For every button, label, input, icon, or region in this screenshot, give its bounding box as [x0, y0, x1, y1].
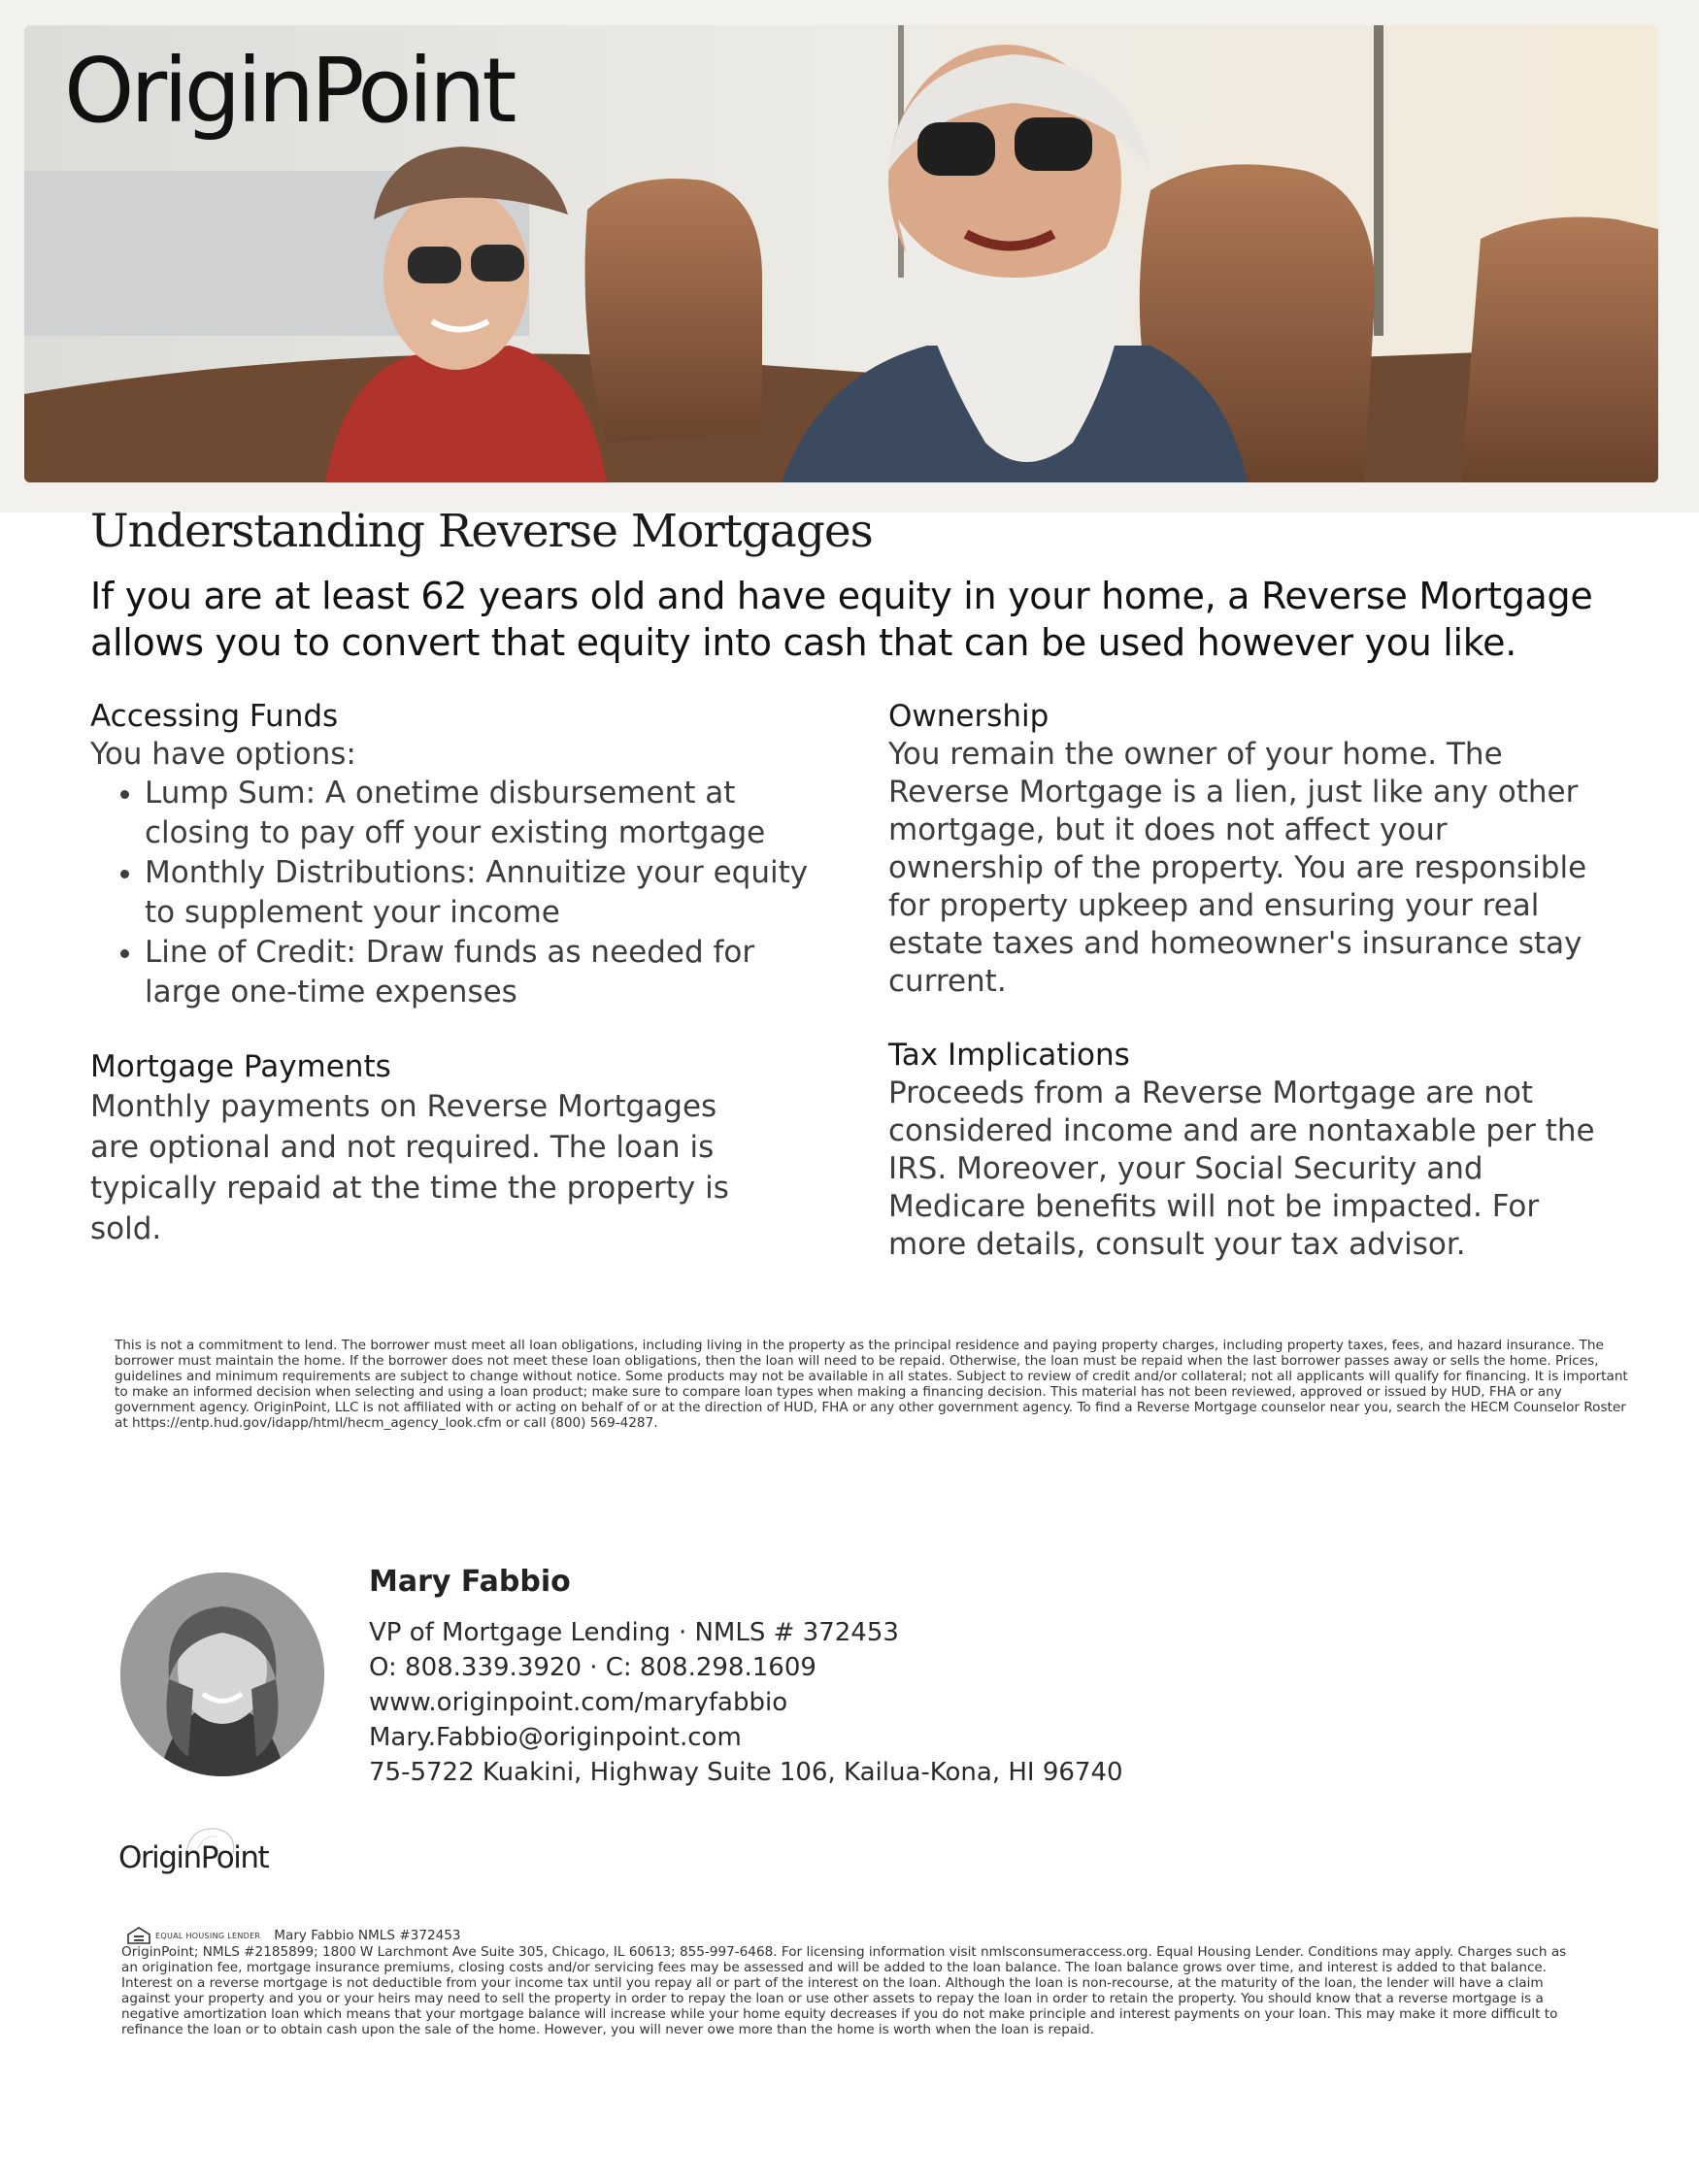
ownership-body: You remain the owner of your home. The Reverse Mortgage is a lien, just like any other mortgage, but it does not affect your ownership of the property. You are responsible for property upkeep and ensuring your real estate taxes and homeowner's insurance stay current.: [888, 737, 1587, 999]
disclaimer-text: This is not a commitment to lend. The borrower must meet all loan obligations, including living in the property as the principal residence and paying property charges, including property taxes, fees, and hazard insurance. The borrower must maintain the home. If the borrower does not meet these loan obligations, then the loan will need to be repaid. Otherwise, the loan must be repaid when the last borrower passes away or sells the home. Prices, guidelines and minimum requirements are subject to change without notice. Some products may not be available in all states. Subject to review of credit and/or collateral; not all applicants will qualify for financing. It is important to make an informed decision when selecting and using a loan product; make sure to compare loan types when making a financing decision. This material has not been reviewed, approved or issued by HUD, FHA or any government agency. OriginPoint, LLC is not affiliated with or acting on behalf of or at the direction of HUD, FHA or any other government agency. To find a Reverse Mortgage counselor near you, search the HECM Counselor Roster at https://entp.hud.gov/idapp/html/hecm_agency_look.cfm or call (800) 569-4287.: [115, 1338, 1628, 1431]
equal-housing-line: [126, 1927, 461, 1944]
avatar-portrait: [120, 1572, 324, 1776]
page-subtitle: If you are at least 62 years old and have equity in your home, a Reverse Mortgage allows you to convert that equity into cash that can be used however you like.: [90, 575, 1593, 664]
avatar: [120, 1572, 324, 1776]
mortgage-payments-heading: Mortgage Payments: [90, 1049, 391, 1084]
tax-implications-body: Proceeds from a Reverse Mortgage are not considered income and are nontaxable per the IRS. Moreover, your Social Security and Medicare benefits will not be impacted. For more details, consult your tax advisor.: [888, 1075, 1595, 1262]
tax-implications-heading: Tax Implications: [888, 1038, 1130, 1073]
left-column: [90, 697, 828, 1249]
list-item: • Line of Credit: Draw funds as needed for large one-time expenses: [145, 933, 828, 1012]
equal-housing-label: EQUAL HOUSING LENDER: [155, 1931, 261, 1940]
funding-options-list: [90, 774, 828, 1012]
contact-title: VP of Mortgage Lending · NMLS # 372453: [369, 1618, 899, 1647]
contact-name: Mary Fabbio: [369, 1565, 571, 1599]
footer-logo-text: OriginPoint: [118, 1840, 269, 1875]
equal-housing-icon: [126, 1927, 151, 1944]
ownership-heading: Ownership: [888, 699, 1049, 734]
contact-phones[interactable]: O: 808.339.3920 · C: 808.298.1609: [369, 1653, 816, 1682]
contact-info: [369, 1563, 1123, 1790]
contact-email-link[interactable]: Mary.Fabbio@originpoint.com: [369, 1723, 742, 1752]
footer-logo: [118, 1823, 293, 1881]
list-item: • Lump Sum: A onetime disbursement at closing to pay off your existing mortgage: [145, 774, 828, 853]
footer-nmls: Mary Fabbio NMLS #372453: [274, 1928, 461, 1943]
contact-address: 75-5722 Kuakini, Highway Suite 106, Kailua-Kona, HI 96740: [369, 1758, 1123, 1787]
footer-legal-text: OriginPoint; NMLS #2185899; 1800 W Larchmont Ave Suite 305, Chicago, IL 60613; 855-997-6468. For licensing information visit nmlsconsumeraccess.org. Equal Housing Lender. Conditions may apply. Charges such as an origination fee, mortgage insurance premiums, closing costs and/or servicing fees may be assessed and will be added to the loan balance. The loan balance grows over time, and interest is added to that balance. Interest on a reverse mortgage is not deductible from your income tax until you repay all or part of the interest on the loan. Although the loan is non-recourse, at the maturity of the loan, the lender will have a claim against your property and you or your heirs may need to sell the property in order to repay the loan or use other assets to repay the loan in order to retain the property. You should know that a reverse mortgage is a negative amortization loan which means that your mortgage balance will increase while your home equity decreases if you do not make principle and interest payments on your loan. This may make it more difficult to refinance the loan or to obtain cash upon the sale of the home. However, you will never owe more than the home is worth when the loan is repaid.: [121, 1944, 1567, 2037]
page-title: Understanding Reverse Mortgages: [90, 505, 873, 558]
originpoint-logo: OriginPoint: [64, 39, 514, 143]
accessing-funds-intro: You have options:: [90, 737, 356, 772]
accessing-funds-heading: Accessing Funds: [90, 699, 339, 734]
contact-website-link[interactable]: www.originpoint.com/maryfabbio: [369, 1688, 788, 1717]
right-column: [888, 697, 1607, 1264]
mortgage-payments-body: Monthly payments on Reverse Mortgages are optional and not required. The loan is typically repaid at the time the property is sold.: [90, 1089, 729, 1246]
list-item: • Monthly Distributions: Annuitize your equity to supplement your income: [145, 853, 828, 933]
